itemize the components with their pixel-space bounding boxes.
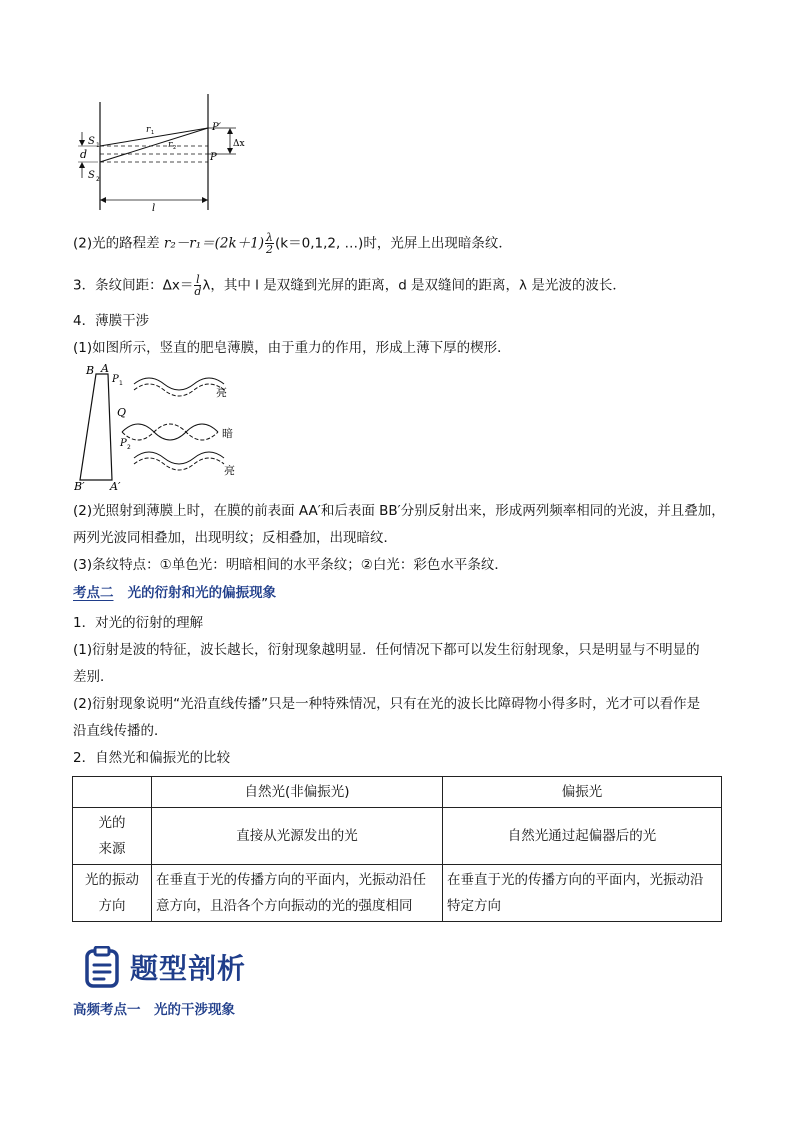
p-label: P bbox=[210, 152, 217, 163]
diffraction-para-2b: 沿直线传播的． bbox=[73, 723, 168, 739]
r2-label: r bbox=[168, 140, 173, 150]
bright-label-1: 亮 bbox=[216, 386, 227, 399]
d-label: d bbox=[80, 148, 88, 161]
high-frequency-heading: 高频考点一 光的干涉现象 bbox=[73, 1002, 235, 1018]
lambda-over-2: $\frac{\lambda}{2}$ bbox=[266, 231, 274, 256]
p1-label: P bbox=[112, 374, 119, 385]
table-header-cell bbox=[73, 777, 152, 808]
thin-film-diagram bbox=[74, 362, 244, 492]
p-prime-label: P′ bbox=[212, 122, 221, 133]
dark-label: 暗 bbox=[222, 427, 233, 440]
fringe-spacing-line: 3．条纹间距：Δx＝ $\frac{l}{d}$ λ，其中 l 是双缝到光屏的距离，d 是双缝间的距离，λ 是光波的波长． bbox=[73, 273, 626, 298]
a-label: A bbox=[101, 362, 109, 375]
section-title: 光的衍射和光的偏振现象 bbox=[127, 585, 277, 601]
l-over-d: $\frac{l}{d}$ bbox=[194, 273, 202, 298]
b-prime-label: B′ bbox=[74, 480, 85, 492]
a-prime-label: A′ bbox=[110, 480, 121, 492]
s1-label: S bbox=[88, 136, 95, 147]
path-difference-line: (2)光的路程差 r₂－r₁＝(2k＋1) $\frac{\lambda}{2}$ (k＝0,1,2, …)时，光屏上出现暗条纹． bbox=[73, 231, 512, 256]
svg-text:1: 1 bbox=[119, 380, 123, 387]
b-label: B bbox=[86, 364, 95, 377]
film-para-1: (1)如图所示，竖直的肥皂薄膜，由于重力的作用，形成上薄下厚的楔形． bbox=[73, 340, 511, 356]
s2-label: S bbox=[88, 170, 95, 181]
row-head-source: 光的 来源 bbox=[73, 808, 152, 865]
film-para-2b: 两列光波同相叠加，出现明纹；反相叠加，出现暗纹． bbox=[73, 530, 397, 546]
cell-polarized-source: 自然光通过起偏器后的光 bbox=[443, 808, 722, 865]
film-para-2a: (2)光照射到薄膜上时，在膜的前表面 AA′和后表面 BB′分别反射出来，形成两列频率相同的光波，并且叠加， bbox=[73, 503, 725, 519]
section-tag: 考点二 bbox=[73, 585, 114, 601]
comparison-title: 2．自然光和偏振光的比较 bbox=[73, 750, 231, 766]
row-head-vibration: 光的振动 方向 bbox=[73, 865, 152, 922]
delta-x-label: Δx bbox=[233, 139, 245, 149]
cell-polarized-vibration: 在垂直于光的传播方向的平面内，光振动沿 特定方向 bbox=[443, 865, 722, 922]
svg-text:2: 2 bbox=[173, 145, 177, 151]
section-heading bbox=[73, 583, 276, 603]
table-row bbox=[73, 808, 722, 865]
r1-label: r bbox=[146, 125, 151, 135]
svg-text:1: 1 bbox=[96, 142, 100, 149]
table-header-cell: 偏振光 bbox=[443, 777, 722, 808]
diffraction-para-2a: (2)衍射现象说明“光沿直线传播”只是一种特殊情况，只有在光的波长比障碍物小得多时，光才可以看作是 bbox=[73, 696, 701, 712]
p2-label: P bbox=[120, 438, 127, 449]
table-row bbox=[73, 865, 722, 922]
table-header-cell: 自然光(非偏振光) bbox=[152, 777, 443, 808]
svg-text:2: 2 bbox=[127, 444, 131, 451]
diffraction-para-1a: (1)衍射是波的特征，波长越长，衍射现象越明显．任何情况下都可以发生衍射现象，只是明显与不明显的 bbox=[73, 642, 700, 658]
svg-text:1: 1 bbox=[151, 130, 155, 136]
banner-title: 题型剖析 bbox=[130, 952, 247, 985]
q-label: Q bbox=[117, 406, 127, 419]
comparison-table bbox=[72, 776, 722, 922]
item4-title: 4．薄膜干涉 bbox=[73, 313, 150, 329]
document-list-icon bbox=[84, 946, 120, 988]
l-label: l bbox=[152, 203, 156, 212]
film-para-3: (3)条纹特点：①单色光：明暗相间的水平条纹；②白光：彩色水平条纹． bbox=[73, 557, 508, 573]
section-banner bbox=[84, 944, 246, 990]
diffraction-title: 1．对光的衍射的理解 bbox=[73, 615, 204, 631]
svg-text:2: 2 bbox=[96, 176, 100, 183]
cell-natural-vibration: 在垂直于光的传播方向的平面内，光振动沿任 意方向，且沿各个方向振动的光的强度相同 bbox=[152, 865, 443, 922]
cell-natural-source: 直接从光源发出的光 bbox=[152, 808, 443, 865]
diffraction-para-1b: 差别． bbox=[73, 669, 114, 685]
double-slit-diagram bbox=[76, 92, 256, 212]
table-header-row bbox=[73, 777, 722, 808]
bright-label-2: 亮 bbox=[224, 464, 235, 477]
